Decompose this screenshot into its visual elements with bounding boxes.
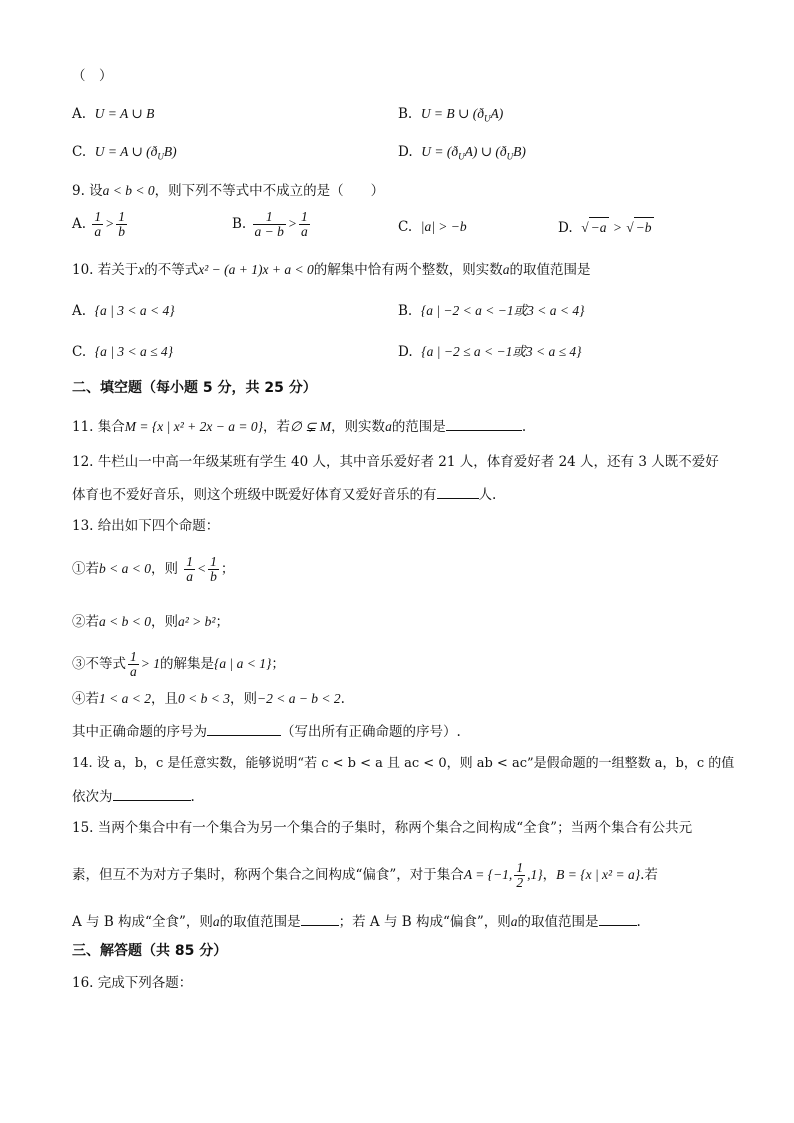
section-title-answers: 三、解答题（共 85 分） <box>72 943 228 959</box>
q13-intro: 13. 给出如下四个命题： <box>72 518 220 534</box>
q12-answer-blank[interactable] <box>437 484 479 499</box>
q15-line1: 15. 当两个集合中有一个集合为另一个集合的子集时，称两个集合之间构成“全食”；当两个集合有公共元 <box>72 820 693 836</box>
q14-answer-blank[interactable] <box>113 786 191 801</box>
q10-option-a[interactable]: A. {a | 3 < a < 4} <box>72 303 175 319</box>
q15-answer-blank-1[interactable] <box>301 911 339 926</box>
q9-option-b[interactable]: B. $\frac{1}{a - b}$ > $\frac{1}{a}$ <box>232 209 308 239</box>
q12-line1: 12. 牛栏山一中高一年级某班有学生 40 人，其中音乐爱好者 21 人，体育爱好者 24 人，还有 3 人既不爱好 <box>72 454 719 470</box>
q13-prop-4: ④若1 < a < 2，且0 < b < 3，则−2 < a − b < 2. <box>72 691 345 707</box>
q16-stem: 16. 完成下列各题： <box>72 975 193 991</box>
q13-prop-3: ③不等式 $\frac{1}{a}$ > 1的解集是{a | a < 1}； <box>72 649 285 679</box>
q9-stem: 9. 设a < b < 0，则下列不等式中不成立的是（ ） <box>72 183 385 199</box>
q12-line2: 体育也不爱好音乐，则这个班级中既爱好体育又爱好音乐的有 人. <box>72 484 496 505</box>
q8-option-c[interactable]: C. U = A ∪ $(ð_UB)$ <box>72 144 177 162</box>
q15-answer-blank-2[interactable] <box>599 911 637 926</box>
q11-stem: 11. 集合M = {x | x² + 2x − a = 0}，若∅ ⊊ M，则实数a的范围是 . <box>72 416 526 437</box>
q8-option-a[interactable]: A. U = A ∪ B <box>72 106 155 122</box>
q8-option-d[interactable]: D. $U = (ð_UA)$ ∪ $(ð_UB)$ <box>398 144 526 162</box>
q8-paren: （ ） <box>72 68 113 84</box>
q13-ask: 其中正确命题的序号为 （写出所有正确命题的序号）. <box>72 721 461 742</box>
q11-answer-blank[interactable] <box>446 416 522 431</box>
section-title-fill-in: 二、填空题（每小题 5 分，共 25 分） <box>72 380 317 396</box>
q13-prop-1: ①若b < a < 0，则 $\frac{1}{a}$ < $\frac{1}{b}$ ； <box>72 554 235 584</box>
q14-line1: 14. 设 a，b，c 是任意实数，能够说明“若 c < b < a 且 ac < 0，则 ab < ac”是假命题的一组整数 a，b，c 的值 <box>72 756 735 771</box>
q13-answer-blank[interactable] <box>207 721 281 736</box>
q9-option-d[interactable]: D. √ −a > √ −b <box>558 217 654 238</box>
q10-option-b[interactable]: B. {a | −2 < a < −1或3 < a < 4} <box>398 303 585 319</box>
q8-option-b[interactable]: B. U = B ∪ $(ð_UA)$ <box>398 106 504 124</box>
q9-option-a[interactable]: A. $\frac{1}{a}$ > $\frac{1}{b}$ <box>72 209 125 239</box>
q10-stem: 10. 若关于x的不等式x² − (a + 1)x + a < 0的解集中恰有两个整数，则实数a的取值范围是 <box>72 262 591 278</box>
q9-option-c[interactable]: C. |a| > −b <box>398 219 467 235</box>
q10-option-c[interactable]: C. {a | 3 < a ≤ 4} <box>72 344 174 360</box>
q15-line2: 素，但互不为对方子集时，称两个集合之间构成“偏食”，对于集合A = {−1, $\frac{1}{2}$ ,1}，B = {x | x² = a}.若 <box>72 860 658 890</box>
q14-line2: 依次为 . <box>72 786 195 807</box>
q10-option-d[interactable]: D. {a | −2 ≤ a < −1或3 < a ≤ 4} <box>398 344 582 360</box>
q15-line3: A 与 B 构成“全食”，则a的取值范围是 ；若 A 与 B 构成“偏食”，则a的取值范围是 . <box>72 911 641 932</box>
q13-prop-2: ②若a < b < 0，则a² > b²； <box>72 614 229 630</box>
